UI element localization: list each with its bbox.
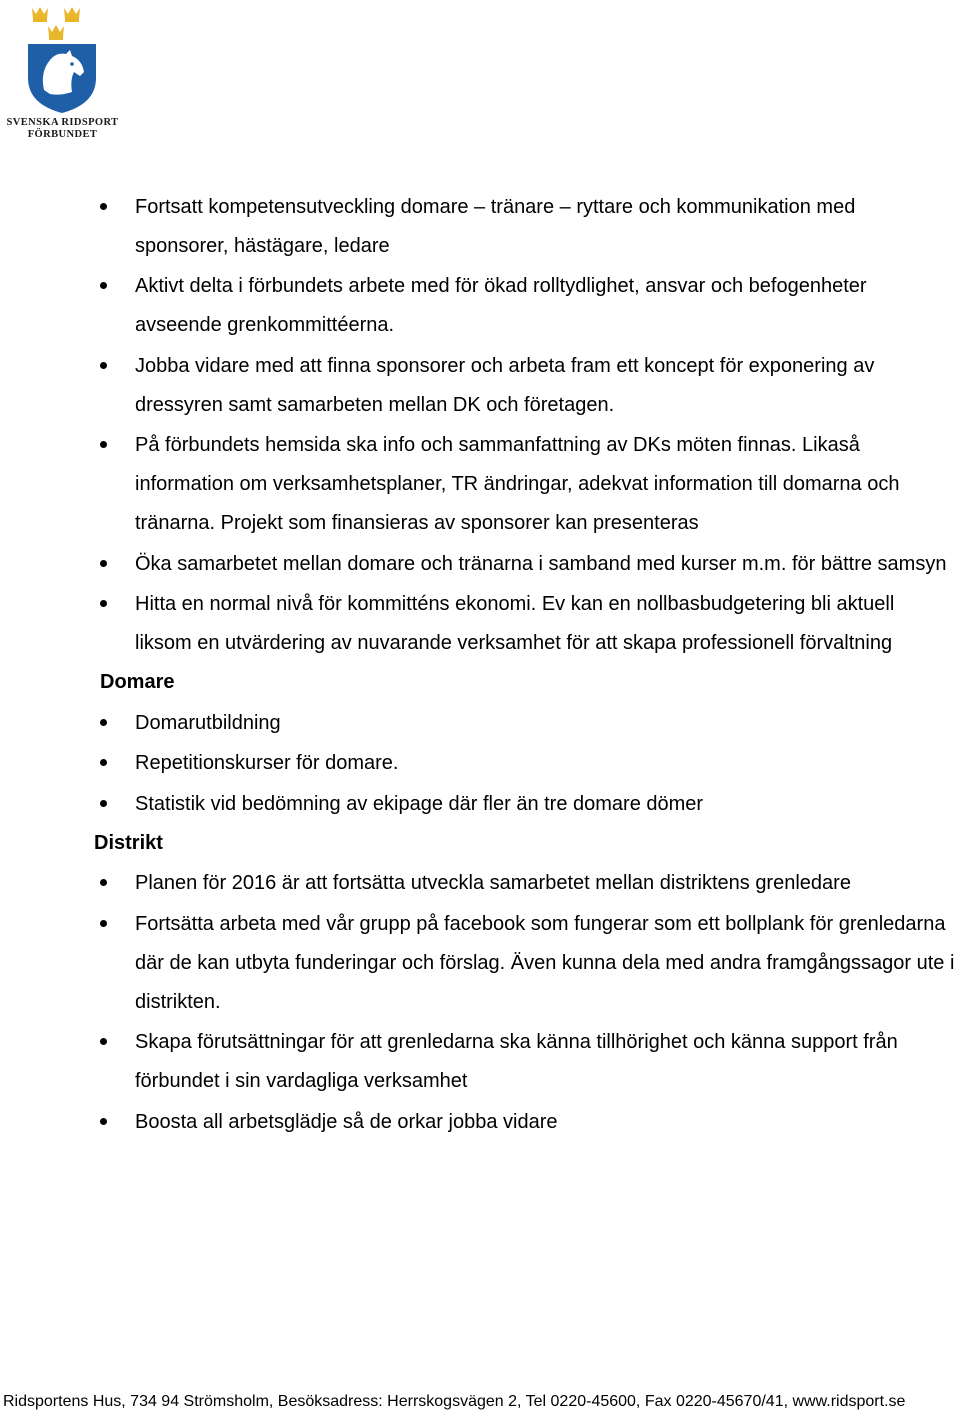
domare-list xyxy=(0,704,960,824)
list-item: Statistik vid bedömning av ekipage där fler än tre domare dömer xyxy=(0,785,960,824)
bullet-icon xyxy=(100,203,107,210)
list-item: Fortsätta arbeta med vår grupp på facebook som fungerar som ett bollplank för grenledarna där de kan utbyta funderingar och förslag. Även kunna dela med andra framgångssagor ute i distrikten. xyxy=(0,905,960,1022)
crown-icon xyxy=(32,7,48,22)
list-item: Jobba vidare med att finna sponsorer och arbeta fram ett koncept för exponering av dressyren samt samarbeten mellan DK och företagen. xyxy=(0,347,960,425)
list-item: Aktivt delta i förbundets arbete med för ökad rolltydlighet, ansvar och befogenheter avseende grenkommittéerna. xyxy=(0,267,960,345)
bullet-icon xyxy=(100,362,107,369)
list-item: Öka samarbetet mellan domare och tränarna i samband med kurser m.m. för bättre samsyn xyxy=(0,545,960,584)
intro-list xyxy=(0,188,960,664)
list-item: Domarutbildning xyxy=(0,704,960,743)
logo-text-line2: FÖRBUNDET xyxy=(27,129,98,140)
list-item: På förbundets hemsida ska info och sammanfattning av DKs möten finnas. Likaså information om verksamhetsplaner, TR ändringar, adekvat information till domarna och tränarna. Projekt som finansieras av sponsorer kan presenteras xyxy=(0,426,960,543)
crown-icon xyxy=(64,7,80,22)
bullet-icon xyxy=(100,441,107,448)
bullet-icon xyxy=(100,759,107,766)
bullet-icon xyxy=(100,920,107,927)
distrikt-list xyxy=(0,864,960,1142)
list-item: Repetitionskurser för domare. xyxy=(0,744,960,783)
list-item: Hitta en normal nivå för kommitténs ekonomi. Ev kan en nollbasbudgetering bli aktuell liksom en utvärdering av nuvarande verksamhet för att skapa professionell förvaltning xyxy=(0,585,960,663)
section-heading-domare: Domare xyxy=(100,671,175,693)
page-footer: Ridsportens Hus, 734 94 Strömsholm, Besöksadress: Herrskogsvägen 2, Tel 0220-45600, Fax 0220-45670/41, www.ridsport.se xyxy=(3,1393,906,1410)
logo-text-line1: SVENSKA RIDSPORT xyxy=(6,117,119,128)
bullet-icon xyxy=(100,1118,107,1125)
bullet-icon xyxy=(100,560,107,567)
bullet-icon xyxy=(100,879,107,886)
section-heading-distrikt: Distrikt xyxy=(94,831,163,854)
ridsport-emblem-icon xyxy=(0,0,125,118)
list-item: Skapa förutsättningar för att grenledarna ska känna tillhörighet och känna support från förbundet i sin vardagliga verksamhet xyxy=(0,1023,960,1101)
bullet-icon xyxy=(100,800,107,807)
bullet-icon xyxy=(100,282,107,289)
bullet-icon xyxy=(100,1038,107,1045)
bullet-icon xyxy=(100,719,107,726)
list-item: Fortsatt kompetensutveckling domare – tränare – ryttare och kommunikation med sponsorer, hästägare, ledare xyxy=(0,188,960,266)
list-item: Planen för 2016 är att fortsätta utveckla samarbetet mellan distriktens grenledare xyxy=(0,864,960,903)
list-item: Boosta all arbetsglädje så de orkar jobba vidare xyxy=(0,1103,960,1142)
document-body xyxy=(0,186,960,1142)
logo xyxy=(0,0,125,145)
crown-icon xyxy=(48,25,64,40)
bullet-icon xyxy=(100,600,107,607)
